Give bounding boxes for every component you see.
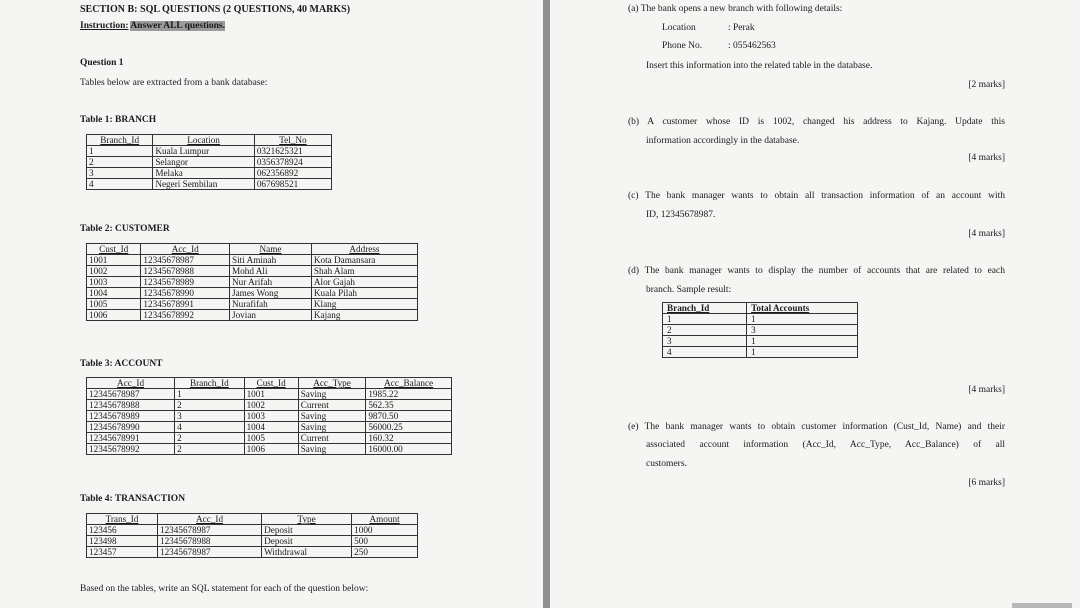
question-c-line1: (c) The bank manager wants to obtain all transaction information of an account with	[628, 191, 1005, 201]
transaction-cell: 123456	[87, 525, 158, 536]
account-cell: 12345678991	[87, 433, 175, 444]
customer-cell: 1003	[87, 277, 141, 288]
account-cell: Saving	[298, 389, 366, 400]
account-cell: 1001	[244, 389, 298, 400]
customer-cell: Mohd Ali	[230, 266, 312, 277]
sample-result-table	[662, 302, 858, 358]
question-c-line2: ID, 12345678987.	[646, 210, 716, 220]
branch-cell: 2	[87, 157, 153, 168]
branch-table-title: Table 1: BRANCH	[80, 115, 157, 125]
question-e-line1: (e) The bank manager wants to obtain customer information (Cust_Id, Name) and their	[628, 422, 1005, 432]
branch-table	[86, 134, 332, 190]
customer-cell: Alor Gajah	[311, 277, 417, 288]
customer-cell: 12345678989	[141, 277, 230, 288]
branch-cell: 1	[87, 146, 153, 157]
customer-cell: Klang	[311, 299, 417, 310]
customer-row	[87, 255, 418, 266]
account-header-cell: Acc_Balance	[366, 378, 452, 389]
account-cell: 1005	[244, 433, 298, 444]
account-cell: Current	[298, 433, 366, 444]
customer-table-title: Table 2: CUSTOMER	[80, 224, 170, 234]
customer-row	[87, 266, 418, 277]
customer-cell: 12345678988	[141, 266, 230, 277]
account-cell: 12345678990	[87, 422, 175, 433]
result-cell: 1	[747, 336, 858, 347]
customer-row	[87, 288, 418, 299]
customer-cell: James Wong	[230, 288, 312, 299]
result-cell: 3	[663, 336, 747, 347]
account-cell: 16000.00	[366, 444, 452, 455]
question-b-line1: (b) A customer whose ID is 1002, changed his address to Kajang. Update this	[628, 117, 1005, 127]
transaction-cell: 12345678987	[157, 547, 261, 558]
transaction-row	[87, 525, 418, 536]
customer-cell: 12345678992	[141, 310, 230, 321]
branch-header-row	[87, 135, 332, 146]
result-header-cell: Total Accounts	[747, 303, 858, 314]
branch-cell: Kuala Lumpur	[153, 146, 255, 157]
transaction-table	[86, 513, 418, 558]
transaction-row	[87, 547, 418, 558]
customer-row	[87, 277, 418, 288]
account-cell: 562.35	[366, 400, 452, 411]
result-header-cell: Branch_Id	[663, 303, 747, 314]
account-header-cell: Acc_Id	[87, 378, 175, 389]
account-row	[87, 411, 452, 422]
customer-cell: 1001	[87, 255, 141, 266]
customer-cell: Siti Aminah	[230, 255, 312, 266]
customer-header-row	[87, 244, 418, 255]
account-cell: 2	[175, 433, 244, 444]
customer-cell: Nur Arifah	[230, 277, 312, 288]
question-b-marks: [4 marks]	[968, 153, 1005, 163]
branch-header-cell: Branch_Id	[87, 135, 153, 146]
customer-header-cell: Address	[311, 244, 417, 255]
customer-cell: 1005	[87, 299, 141, 310]
customer-cell: 1006	[87, 310, 141, 321]
transaction-header-cell: Amount	[352, 514, 418, 525]
customer-cell: Shah Alam	[311, 266, 417, 277]
transaction-cell: 12345678988	[157, 536, 261, 547]
branch-cell: 3	[87, 168, 153, 179]
customer-cell: 1002	[87, 266, 141, 277]
account-cell: 2	[175, 400, 244, 411]
question-a-text: Insert this information into the related table in the database.	[646, 61, 873, 71]
customer-cell: 12345678987	[141, 255, 230, 266]
branch-cell: 067698521	[254, 179, 331, 190]
result-cell: 2	[663, 325, 747, 336]
account-cell: 12345678989	[87, 411, 175, 422]
branch-row	[87, 179, 332, 190]
result-row	[663, 347, 858, 358]
branch-row	[87, 146, 332, 157]
account-cell: 12345678988	[87, 400, 175, 411]
transaction-cell: 12345678987	[157, 525, 261, 536]
question-d-line1: (d) The bank manager wants to display the number of accounts that are related to each	[628, 266, 1005, 276]
branch-header-cell: Location	[153, 135, 255, 146]
customer-cell: Nurafifah	[230, 299, 312, 310]
branch-cell: Selangor	[153, 157, 255, 168]
account-cell: 1002	[244, 400, 298, 411]
location-value: : Perak	[728, 23, 755, 33]
account-row	[87, 444, 452, 455]
customer-row	[87, 310, 418, 321]
instruction-label: Instruction:	[80, 21, 129, 31]
result-cell: 1	[747, 347, 858, 358]
transaction-cell: Deposit	[262, 525, 352, 536]
transaction-table-title: Table 4: TRANSACTION	[80, 494, 186, 504]
instruction-text: Answer ALL questions.	[130, 21, 226, 31]
question-d-marks: [4 marks]	[968, 385, 1005, 395]
account-cell: 4	[175, 422, 244, 433]
instruction	[80, 21, 225, 31]
location-label: Location	[662, 23, 696, 33]
account-cell: 3	[175, 411, 244, 422]
transaction-row	[87, 536, 418, 547]
customer-cell: 12345678991	[141, 299, 230, 310]
result-row	[663, 336, 858, 347]
transaction-header-row	[87, 514, 418, 525]
question-e-line2: associated account information (Acc_Id, Acc_Type, Acc_Balance) of all	[646, 440, 1005, 450]
question-a-marks: [2 marks]	[968, 80, 1005, 90]
result-cell: 1	[663, 314, 747, 325]
transaction-cell: Deposit	[262, 536, 352, 547]
account-table	[86, 377, 452, 455]
account-cell: Current	[298, 400, 366, 411]
customer-table	[86, 243, 418, 321]
transaction-header-cell: Trans_Id	[87, 514, 158, 525]
account-cell: Saving	[298, 444, 366, 455]
result-cell: 3	[747, 325, 858, 336]
customer-header-cell: Name	[230, 244, 312, 255]
branch-cell: Melaka	[153, 168, 255, 179]
question-title: Question 1	[80, 58, 124, 68]
phone-value: : 055462563	[728, 41, 776, 51]
customer-cell: 12345678990	[141, 288, 230, 299]
question-a-lead: (a) The bank opens a new branch with following details:	[628, 4, 843, 14]
question-d-line2: branch. Sample result:	[646, 285, 732, 295]
account-header-row	[87, 378, 452, 389]
customer-cell: Kajang	[311, 310, 417, 321]
result-row	[663, 314, 858, 325]
branch-cell: Negeri Sembilan	[153, 179, 255, 190]
result-header-row	[663, 303, 858, 314]
account-cell: 1985.22	[366, 389, 452, 400]
account-cell: 1006	[244, 444, 298, 455]
customer-cell: 1004	[87, 288, 141, 299]
result-cell: 4	[663, 347, 747, 358]
account-cell: 160.32	[366, 433, 452, 444]
account-header-cell: Branch_Id	[175, 378, 244, 389]
account-header-cell: Cust_Id	[244, 378, 298, 389]
account-row	[87, 389, 452, 400]
account-cell: 1003	[244, 411, 298, 422]
right-page	[550, 0, 1080, 608]
customer-header-cell: Acc_Id	[141, 244, 230, 255]
question-e-marks: [6 marks]	[968, 478, 1005, 488]
result-cell: 1	[747, 314, 858, 325]
account-cell: Saving	[298, 422, 366, 433]
section-title: SECTION B: SQL QUESTIONS (2 QUESTIONS, 40 MARKS)	[80, 4, 351, 15]
branch-cell: 4	[87, 179, 153, 190]
branch-row	[87, 168, 332, 179]
question-e-line3: customers.	[646, 459, 687, 469]
branch-cell: 0321625321	[254, 146, 331, 157]
result-row	[663, 325, 858, 336]
customer-header-cell: Cust_Id	[87, 244, 141, 255]
account-row	[87, 433, 452, 444]
customer-cell: Kuala Pilah	[311, 288, 417, 299]
transaction-cell: 500	[352, 536, 418, 547]
account-cell: 12345678987	[87, 389, 175, 400]
account-row	[87, 400, 452, 411]
account-header-cell: Acc_Type	[298, 378, 366, 389]
footer-instruction: Based on the tables, write an SQL statement for each of the question below:	[80, 584, 369, 594]
transaction-cell: Withdrawal	[262, 547, 352, 558]
account-cell: Saving	[298, 411, 366, 422]
account-cell: 9870.50	[366, 411, 452, 422]
transaction-header-cell: Acc_Id	[157, 514, 261, 525]
account-table-title: Table 3: ACCOUNT	[80, 359, 163, 369]
transaction-cell: 250	[352, 547, 418, 558]
account-cell: 12345678992	[87, 444, 175, 455]
account-row	[87, 422, 452, 433]
account-cell: 56000.25	[366, 422, 452, 433]
branch-cell: 0356378924	[254, 157, 331, 168]
customer-row	[87, 299, 418, 310]
branch-row	[87, 157, 332, 168]
phone-label: Phone No.	[662, 41, 703, 51]
intro-text: Tables below are extracted from a bank database:	[80, 78, 268, 88]
transaction-cell: 1000	[352, 525, 418, 536]
question-b-line2: information accordingly in the database.	[646, 136, 800, 146]
customer-cell: Jovian	[230, 310, 312, 321]
account-cell: 1004	[244, 422, 298, 433]
branch-cell: 062356892	[254, 168, 331, 179]
scroll-strip	[1012, 603, 1072, 608]
transaction-header-cell: Type	[262, 514, 352, 525]
account-cell: 2	[175, 444, 244, 455]
transaction-cell: 123498	[87, 536, 158, 547]
branch-header-cell: Tel_No	[254, 135, 331, 146]
question-c-marks: [4 marks]	[968, 229, 1005, 239]
account-cell: 1	[175, 389, 244, 400]
transaction-cell: 123457	[87, 547, 158, 558]
customer-cell: Kota Damansara	[311, 255, 417, 266]
